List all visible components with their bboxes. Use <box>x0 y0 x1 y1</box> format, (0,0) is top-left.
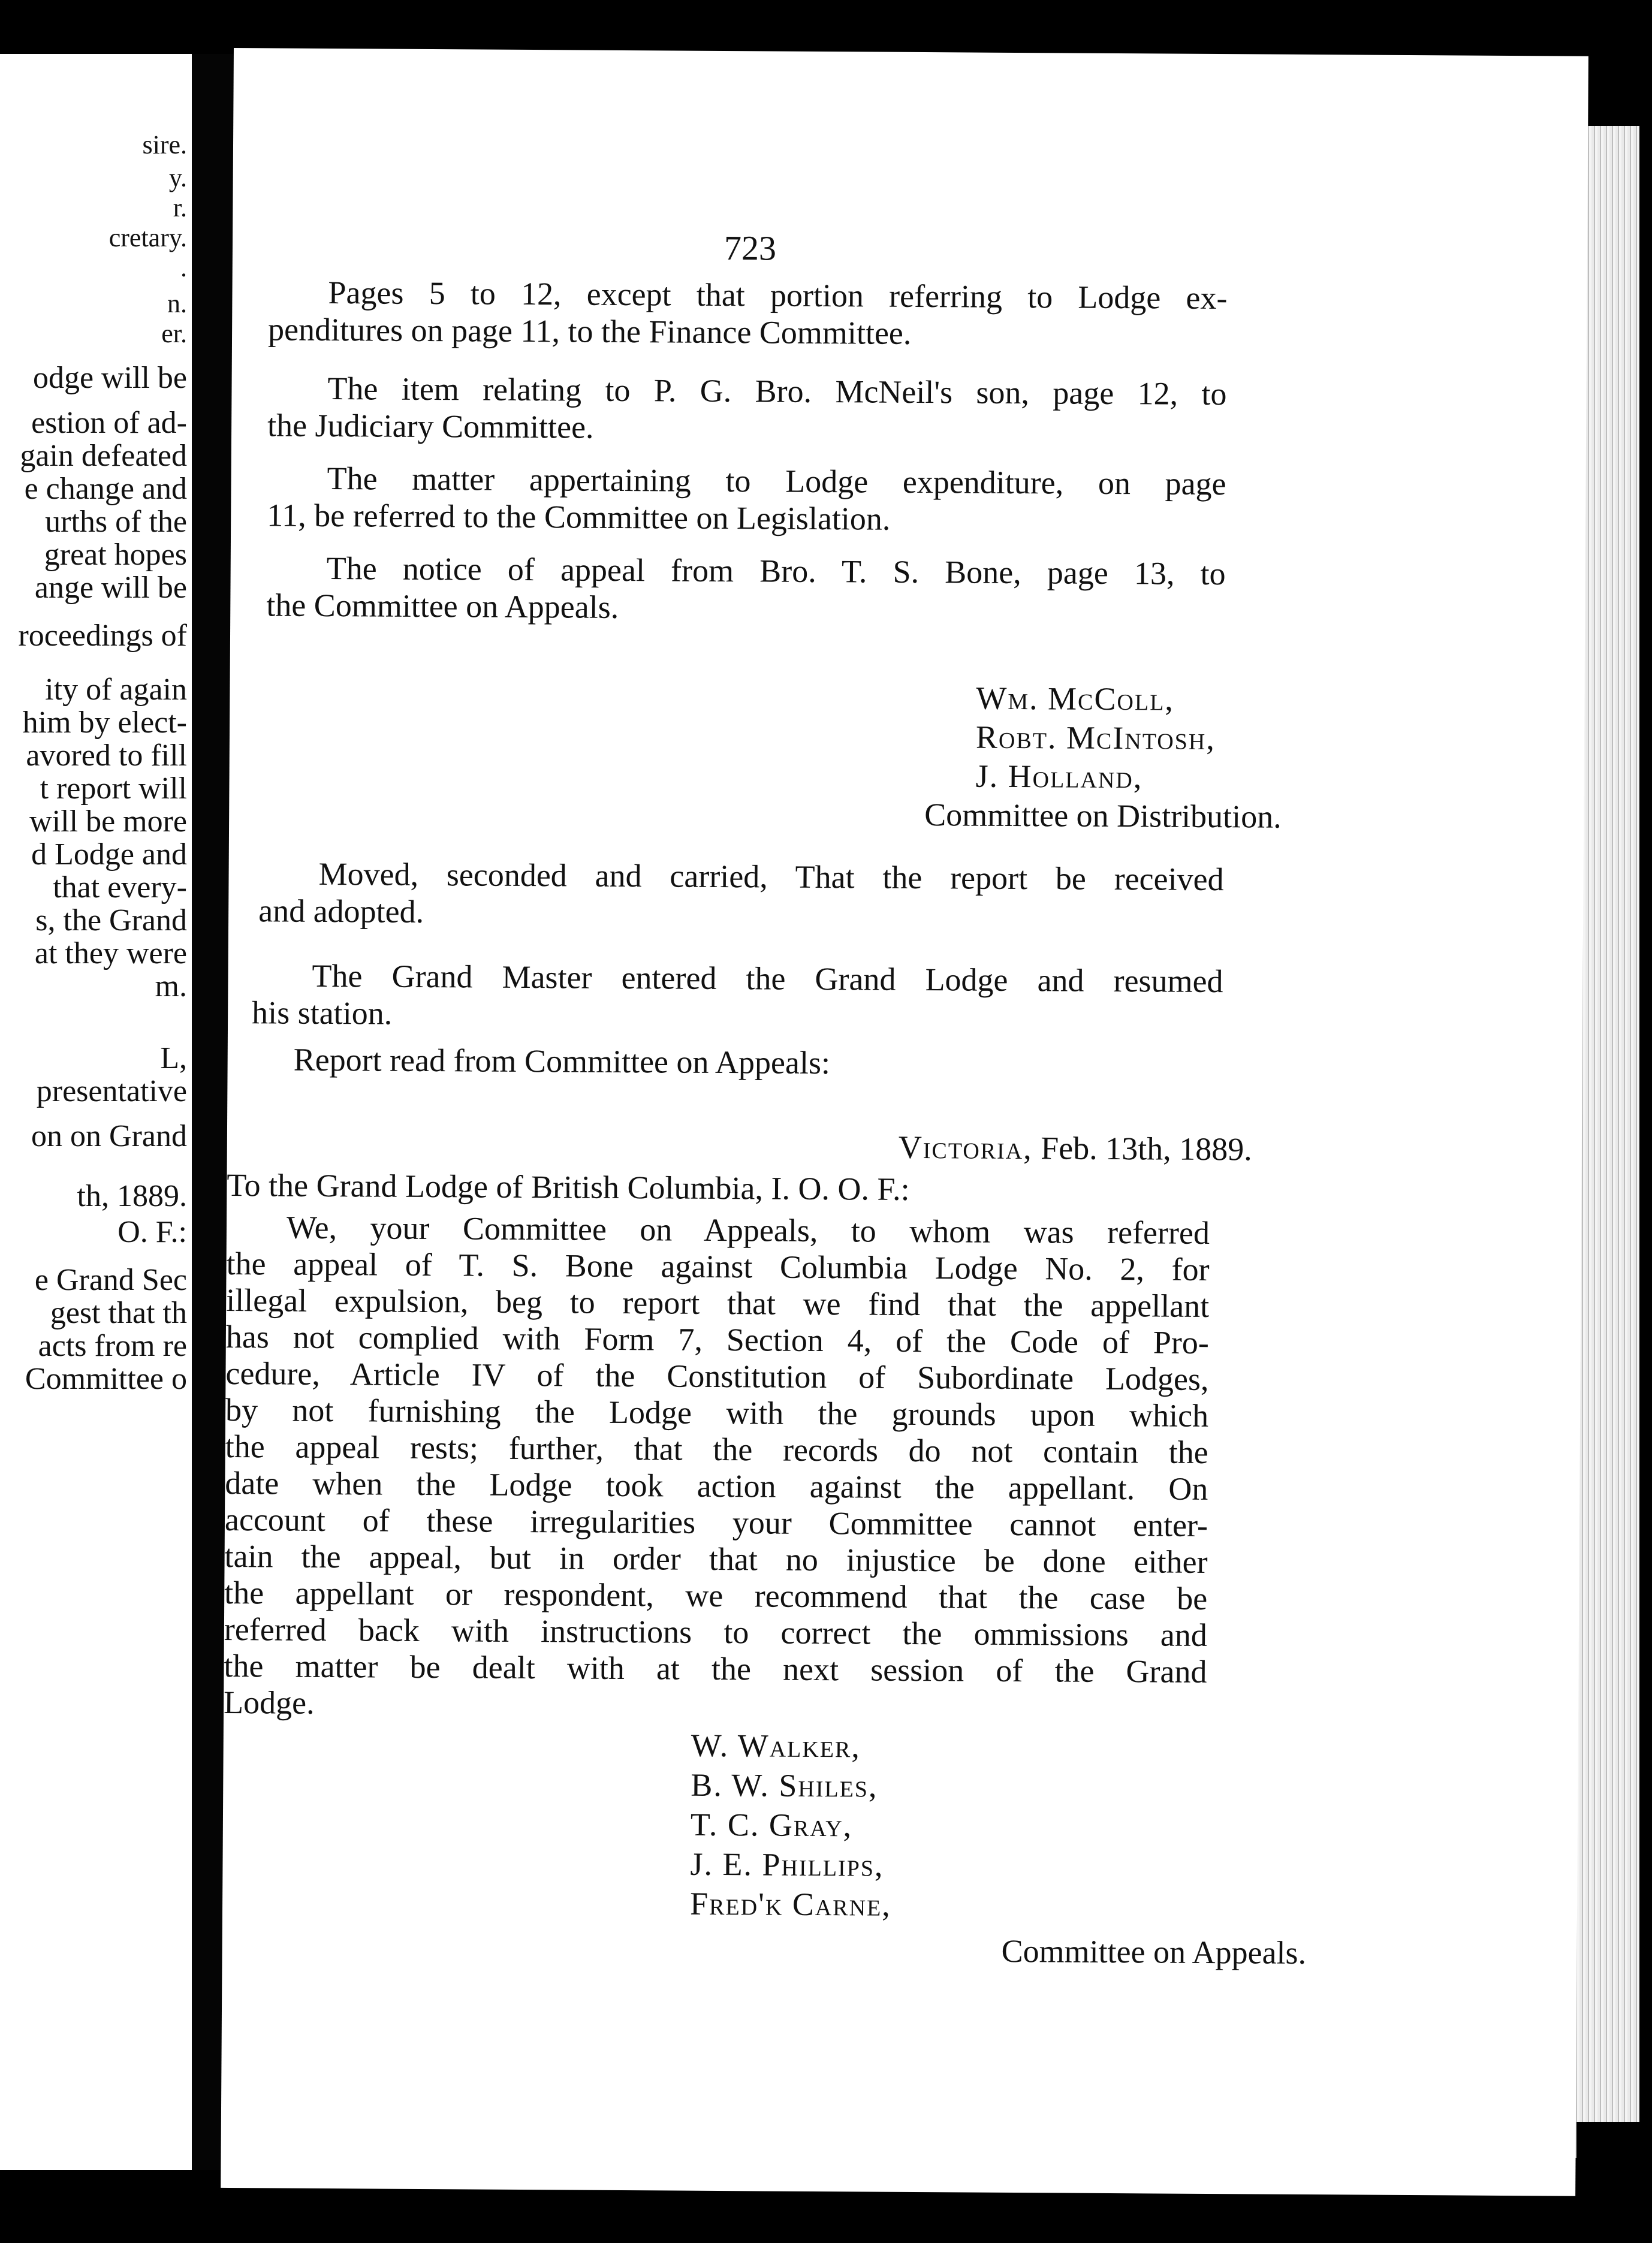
motion-line: Moved, seconded and carried, That the report be received <box>318 855 1224 898</box>
left-page-line: avored to fill <box>26 738 187 773</box>
grand-master-line: his station. <box>251 994 393 1032</box>
left-page-line: will be more <box>29 804 187 839</box>
report-heading: Report read from Committee on Appeals: <box>293 1041 831 1081</box>
appeals-body-line: date when the Lodge took action against the appellant. On <box>225 1464 1208 1507</box>
signature-mcintosh: Robt. McIntosh, <box>975 719 1216 757</box>
appeals-body-line: Lodge. <box>223 1684 315 1721</box>
left-page-line: e change and <box>24 472 187 506</box>
left-page-line: . <box>180 253 187 282</box>
dateline <box>899 1131 1252 1166</box>
left-page-line: gest that th <box>50 1296 187 1330</box>
distribution-paragraph-line: The notice of appeal from Bro. T. S. Bone, page 13, to <box>326 550 1226 592</box>
left-page-line: great hopes <box>44 538 187 572</box>
appeals-body-line: the appeal rests; further, that the records do not contain the <box>225 1428 1208 1470</box>
distribution-paragraph-line: the Committee on Appeals. <box>266 587 619 625</box>
appeals-committee-name: Committee on Appeals. <box>1001 1933 1307 1971</box>
appeals-signature: B. W. Shiles, <box>691 1766 878 1804</box>
left-page-line: th, 1889. <box>77 1179 187 1213</box>
left-page-line: presentative <box>36 1074 187 1108</box>
left-page-line: roceedings of <box>18 619 187 653</box>
left-page-line: on on Grand <box>31 1119 187 1153</box>
signature-holland: J. Holland, <box>975 758 1143 795</box>
appeals-signature: T. C. Gray, <box>690 1806 853 1844</box>
left-page-line: acts from re <box>38 1329 187 1363</box>
left-page-line: cretary. <box>108 223 187 252</box>
appeals-body-line: cedure, Article IV of the Constitution of Subordinate Lodges, <box>225 1355 1209 1397</box>
appeals-body-line: by not furnishing the Lodge with the grounds upon which <box>225 1391 1209 1434</box>
distribution-paragraph-line: 11, be referred to the Committee on Legislation. <box>267 497 891 537</box>
left-page-line: er. <box>161 319 187 348</box>
distribution-paragraph-line: Pages 5 to 12, except that portion referring to Lodge ex- <box>328 274 1228 316</box>
grand-master-line: The Grand Master entered the Grand Lodge and resumed <box>312 957 1223 1000</box>
appeals-signature: W. Walker, <box>691 1727 861 1765</box>
left-page-line: him by elect- <box>22 706 187 740</box>
distribution-paragraph-line: The item relating to P. G. Bro. McNeil's son, page 12, to <box>327 370 1227 412</box>
left-page-line: ity of again <box>45 673 187 707</box>
left-page-line: that every- <box>53 870 187 905</box>
left-page-line: n. <box>167 289 187 318</box>
left-page-line: urths of the <box>45 505 187 539</box>
left-page-line: t report will <box>40 771 187 806</box>
left-page-line: L, <box>160 1041 187 1075</box>
left-page-line: sire. <box>142 130 187 159</box>
main-page <box>221 48 1588 2196</box>
appeals-body-line: tain the appeal, but in order that no injustice be done either <box>224 1537 1208 1580</box>
left-page-line: odge will be <box>32 361 187 395</box>
dateline-place: Victoria, <box>898 1129 1033 1166</box>
left-page-line: ange will be <box>34 571 187 605</box>
salutation: To the Grand Lodge of British Columbia, I. O. O. F.: <box>227 1166 910 1207</box>
left-page-line: e Grand Sec <box>34 1263 187 1297</box>
appeals-body-line: account of these irregularities your Committee cannot enter- <box>224 1501 1208 1543</box>
left-page-line: s, the Grand <box>35 903 187 937</box>
left-page-line: O. F.: <box>117 1215 187 1249</box>
left-page-line: estion of ad- <box>31 406 187 440</box>
left-page-line: m. <box>155 969 187 1003</box>
page-number: 723 <box>723 228 777 268</box>
left-page-line: Committee o <box>25 1362 187 1396</box>
appeals-body-line: illegal expulsion, beg to report that we find that the appellant <box>226 1282 1210 1324</box>
appeals-body-line: the appeal of T. S. Bone against Columbia Lodge No. 2, for <box>226 1245 1210 1288</box>
left-page-line: d Lodge and <box>31 837 187 872</box>
signature-mccoll: Wm. McColl, <box>976 680 1175 717</box>
left-page-line: gain defeated <box>20 439 187 473</box>
appeals-body-line: has not complied with Form 7, Section 4, of the Code of Pro- <box>225 1318 1210 1361</box>
distribution-committee-name: Committee on Distribution. <box>924 797 1282 835</box>
appeals-signature: J. E. Phillips, <box>690 1846 884 1883</box>
appeals-body-line: We, your Committee on Appeals, to whom was referred <box>286 1209 1210 1251</box>
left-page-line: at they were <box>34 936 187 970</box>
appeals-body-line: the appellant or respondent, we recommend that the case be <box>224 1574 1208 1617</box>
left-facing-page <box>0 54 192 2170</box>
appeals-body-line: the matter be dealt with at the next session of the Grand <box>224 1647 1207 1690</box>
left-page-line: r. <box>173 193 187 222</box>
distribution-paragraph-line: The matter appertaining to Lodge expenditure, on page <box>327 460 1226 502</box>
appeals-signature: Fred'k Carne, <box>689 1885 891 1923</box>
dateline-date: Feb. 13th, 1889. <box>1041 1130 1252 1168</box>
appeals-body-line: referred back with instructions to correct the ommissions and <box>224 1611 1208 1653</box>
distribution-paragraph-line: the Judiciary Committee. <box>267 407 594 445</box>
distribution-paragraph-line: penditures on page 11, to the Finance Committee. <box>267 311 912 351</box>
left-page-line: y. <box>168 163 187 192</box>
motion-line: and adopted. <box>258 893 424 930</box>
